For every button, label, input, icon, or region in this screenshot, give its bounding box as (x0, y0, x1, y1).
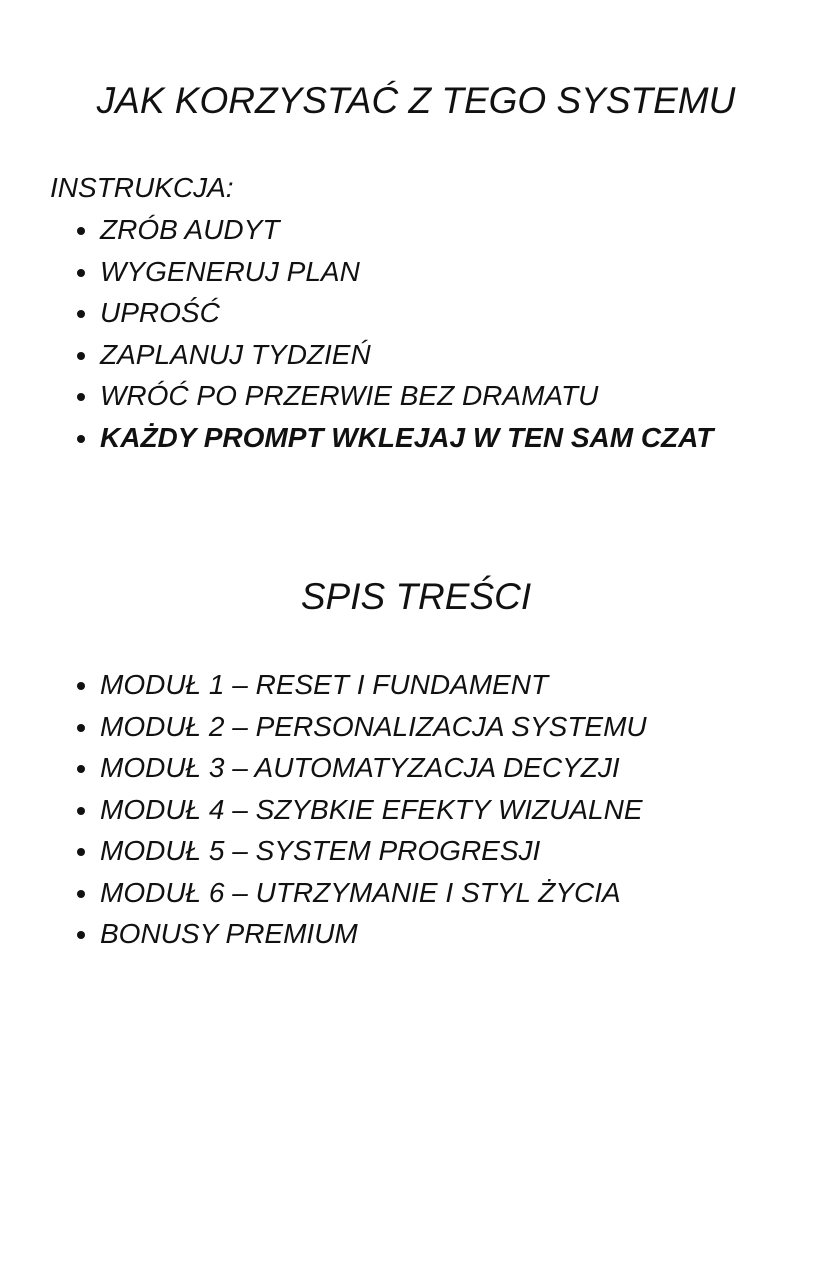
bullet-icon (77, 435, 85, 443)
toc-list (0, 664, 647, 955)
bullet-icon (77, 393, 85, 401)
bullet-icon (77, 848, 85, 856)
instructions-label: INSTRUKCJA: (50, 172, 234, 203)
toc-item (0, 789, 647, 831)
bullet-icon (77, 310, 85, 318)
toc-item (0, 913, 647, 955)
toc-item (0, 830, 647, 872)
toc-item-text: MODUŁ 4 – SZYBKIE EFEKTY WIZUALNE (100, 793, 643, 825)
page-title: JAK KORZYSTAĆ Z TEGO SYSTEMU (96, 80, 736, 121)
list-item-text: ZAPLANUJ TYDZIEŃ (100, 338, 371, 370)
list-item-emphasis (0, 417, 713, 459)
toc-item (0, 664, 647, 706)
list-item (0, 209, 713, 251)
toc-title: SPIS TREŚCI (300, 576, 532, 617)
bullet-icon (77, 269, 85, 277)
toc-item-text: MODUŁ 2 – PERSONALIZACJA SYSTEMU (100, 710, 647, 742)
instructions-list (0, 209, 713, 458)
bullet-icon (77, 352, 85, 360)
bullet-icon (77, 890, 85, 898)
list-item-text: WRÓĆ PO PRZERWIE BEZ DRAMATU (100, 380, 599, 411)
list-item-text: UPROŚĆ (100, 297, 220, 328)
toc-item-text: MODUŁ 6 – UTRZYMANIE I STYL ŻYCIA (100, 876, 621, 908)
bullet-icon (77, 227, 85, 235)
list-item (0, 334, 713, 376)
toc-item (0, 747, 647, 789)
list-item-text: KAŻDY PROMPT WKLEJAJ W TEN SAM CZAT (100, 421, 714, 453)
toc-item (0, 872, 647, 914)
bullet-icon (77, 724, 85, 732)
toc-item-text: MODUŁ 5 – SYSTEM PROGRESJI (100, 835, 541, 866)
list-item-text: WYGENERUJ PLAN (100, 255, 360, 287)
list-item (0, 292, 713, 334)
bullet-icon (77, 807, 85, 815)
toc-item (0, 706, 647, 748)
toc-item-text: BONUSY PREMIUM (100, 918, 358, 949)
toc-item-text: MODUŁ 1 – RESET I FUNDAMENT (100, 669, 549, 700)
list-item (0, 375, 713, 417)
bullet-icon (77, 765, 85, 773)
bullet-icon (77, 931, 85, 939)
list-item-text: ZRÓB AUDYT (100, 214, 280, 245)
bullet-icon (77, 682, 85, 690)
toc-item-text: MODUŁ 3 – AUTOMATYZACJA DECYZJI (100, 752, 620, 783)
list-item (0, 251, 713, 293)
